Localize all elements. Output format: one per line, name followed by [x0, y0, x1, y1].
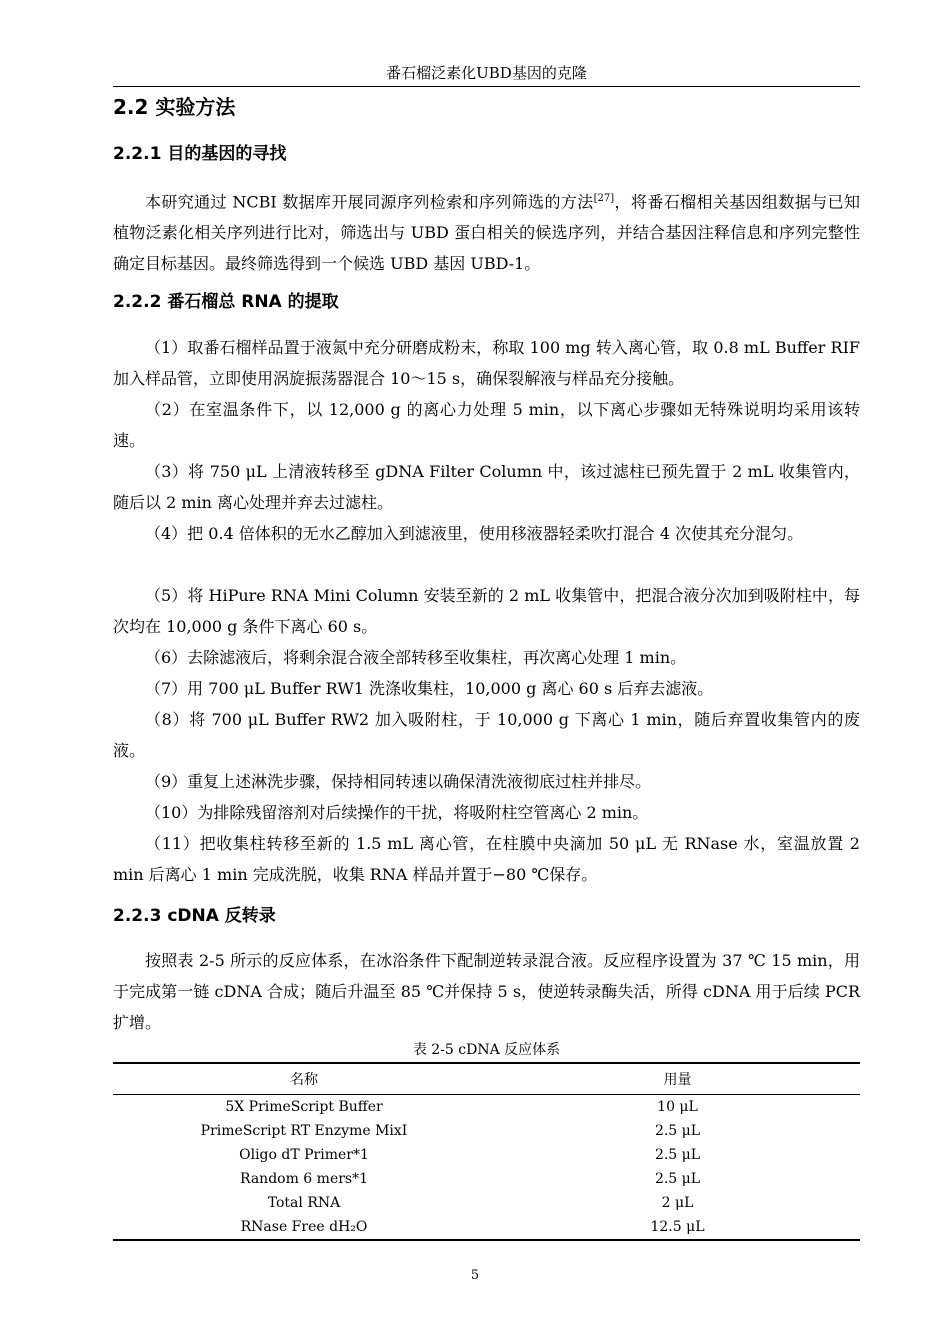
step-8: （8）将 700 μL Buffer RW2 加入吸附柱，于 10,000 g 下离心 1 min，随后弃置收集管内的废液。: [113, 710, 860, 760]
reagent-amount: 2.5 μL: [654, 1147, 701, 1163]
step-7: （7）用 700 μL Buffer RW1 洗涤收集柱，10,000 g 离心 60 s 后弃去滤液。: [145, 679, 714, 698]
page-number: 5: [470, 1268, 480, 1283]
running-header: 番石榴泛素化UBD基因的克隆: [113, 60, 860, 87]
reagent-name: PrimeScript RT Enzyme MixI: [200, 1123, 408, 1139]
reagent-name: 5X PrimeScript Buffer: [225, 1099, 383, 1115]
table-row: [113, 1119, 860, 1143]
step-9: （9）重复上述淋洗步骤，保持相同转速以确保清洗液彻底过柱并排尽。: [145, 772, 652, 791]
step-3: （3）将 750 μL 上清液转移至 gDNA Filter Column 中，该过滤柱已预先置于 2 mL 收集管内，随后以 2 min 离心处理并弃去过滤柱。: [113, 462, 860, 512]
subsection-title-2-2-1: 2.2.1 目的基因的寻找: [113, 144, 287, 164]
table-row: [113, 1215, 860, 1240]
citation: [27]: [593, 193, 615, 204]
paragraph-reverse-transcription: 按照表 2-5 所示的反应体系，在冰浴条件下配制逆转录混合液。反应程序设置为 37 ℃ 15 min，用于完成第一链 cDNA 合成；随后升温至 85 ℃并保持 5 s，使逆转录酶失活，所得 cDNA 用于后续 PCR 扩增。: [113, 951, 860, 1032]
reagent-amount: 2 μL: [661, 1195, 694, 1211]
step-6: （6）去除滤液后，将剩余混合液全部转移至收集柱，再次离心处理 1 min。: [145, 648, 687, 667]
section-title: 2.2 实验方法: [113, 95, 236, 119]
step-1: （1）取番石榴样品置于液氮中充分研磨成粉末，称取 100 mg 转入离心管，取 0.8 mL Buffer RIF 加入样品管，立即使用涡旋振荡器混合 10～15 s，确保裂解液与样品充分接触。: [113, 338, 860, 388]
step-5: （5）将 HiPure RNA Mini Column 安装至新的 2 mL 收集管中，把混合液分次加到吸附柱中，每次均在 10,000 g 条件下离心 60 s。: [113, 586, 860, 636]
column-header-name: 名称: [113, 1063, 495, 1095]
table-row: [113, 1191, 860, 1215]
column-header-amount: 用量: [495, 1063, 860, 1095]
reagent-name: Oligo dT Primer*1: [239, 1147, 369, 1163]
reagent-name: Total RNA: [267, 1195, 341, 1211]
reaction-table: [113, 1062, 860, 1241]
table-row: [113, 1143, 860, 1167]
table-row: [113, 1167, 860, 1191]
paragraph-text: 本研究通过 NCBI 数据库开展同源序列检索和序列筛选的方法: [145, 192, 594, 212]
step-11: （11）把收集柱转移至新的 1.5 mL 离心管，在柱膜中央滴加 50 μL 无 RNase 水，室温放置 2 min 后离心 1 min 完成洗脱，收集 RNA 样品并置于−80 ℃保存。: [113, 834, 860, 884]
paragraph-gene-search: [113, 183, 860, 279]
reagent-amount: 12.5 μL: [495, 1215, 860, 1240]
subsection-title-2-2-2: 2.2.2 番石榴总 RNA 的提取: [113, 292, 339, 312]
table-header-row: [113, 1063, 860, 1095]
step-10: （10）为排除残留溶剂对后续操作的干扰，将吸附柱空管离心 2 min。: [145, 803, 649, 822]
subsection-title-2-2-3: 2.2.3 cDNA 反转录: [113, 906, 276, 926]
reagent-name: RNase Free dH₂O: [113, 1215, 495, 1240]
table-caption: 表 2-5 cDNA 反应体系: [412, 1042, 561, 1058]
reagent-name: Random 6 mers*1: [239, 1171, 369, 1187]
reagent-amount: 10 μL: [657, 1099, 698, 1115]
reagent-amount: 2.5 μL: [654, 1123, 701, 1139]
step-2: （2）在室温条件下，以 12,000 g 的离心力处理 5 min，以下离心步骤如无特殊说明均采用该转速。: [113, 400, 860, 450]
step-4: （4）把 0.4 倍体积的无水乙醇加入到滤液里，使用移液器轻柔吹打混合 4 次使其充分混匀。: [145, 524, 804, 543]
reagent-amount: 2.5 μL: [654, 1171, 701, 1187]
paragraph-text: ，将番石榴相关基因组数据与已知植物泛素化相关序列进行比对，筛选出与 UBD 蛋白相关的候选序列，并结合基因注释信息和序列完整性确定目标基因。最终筛选得到一个候选 UBD 基因 UBD-1。: [113, 192, 860, 274]
table-row: [113, 1095, 860, 1120]
